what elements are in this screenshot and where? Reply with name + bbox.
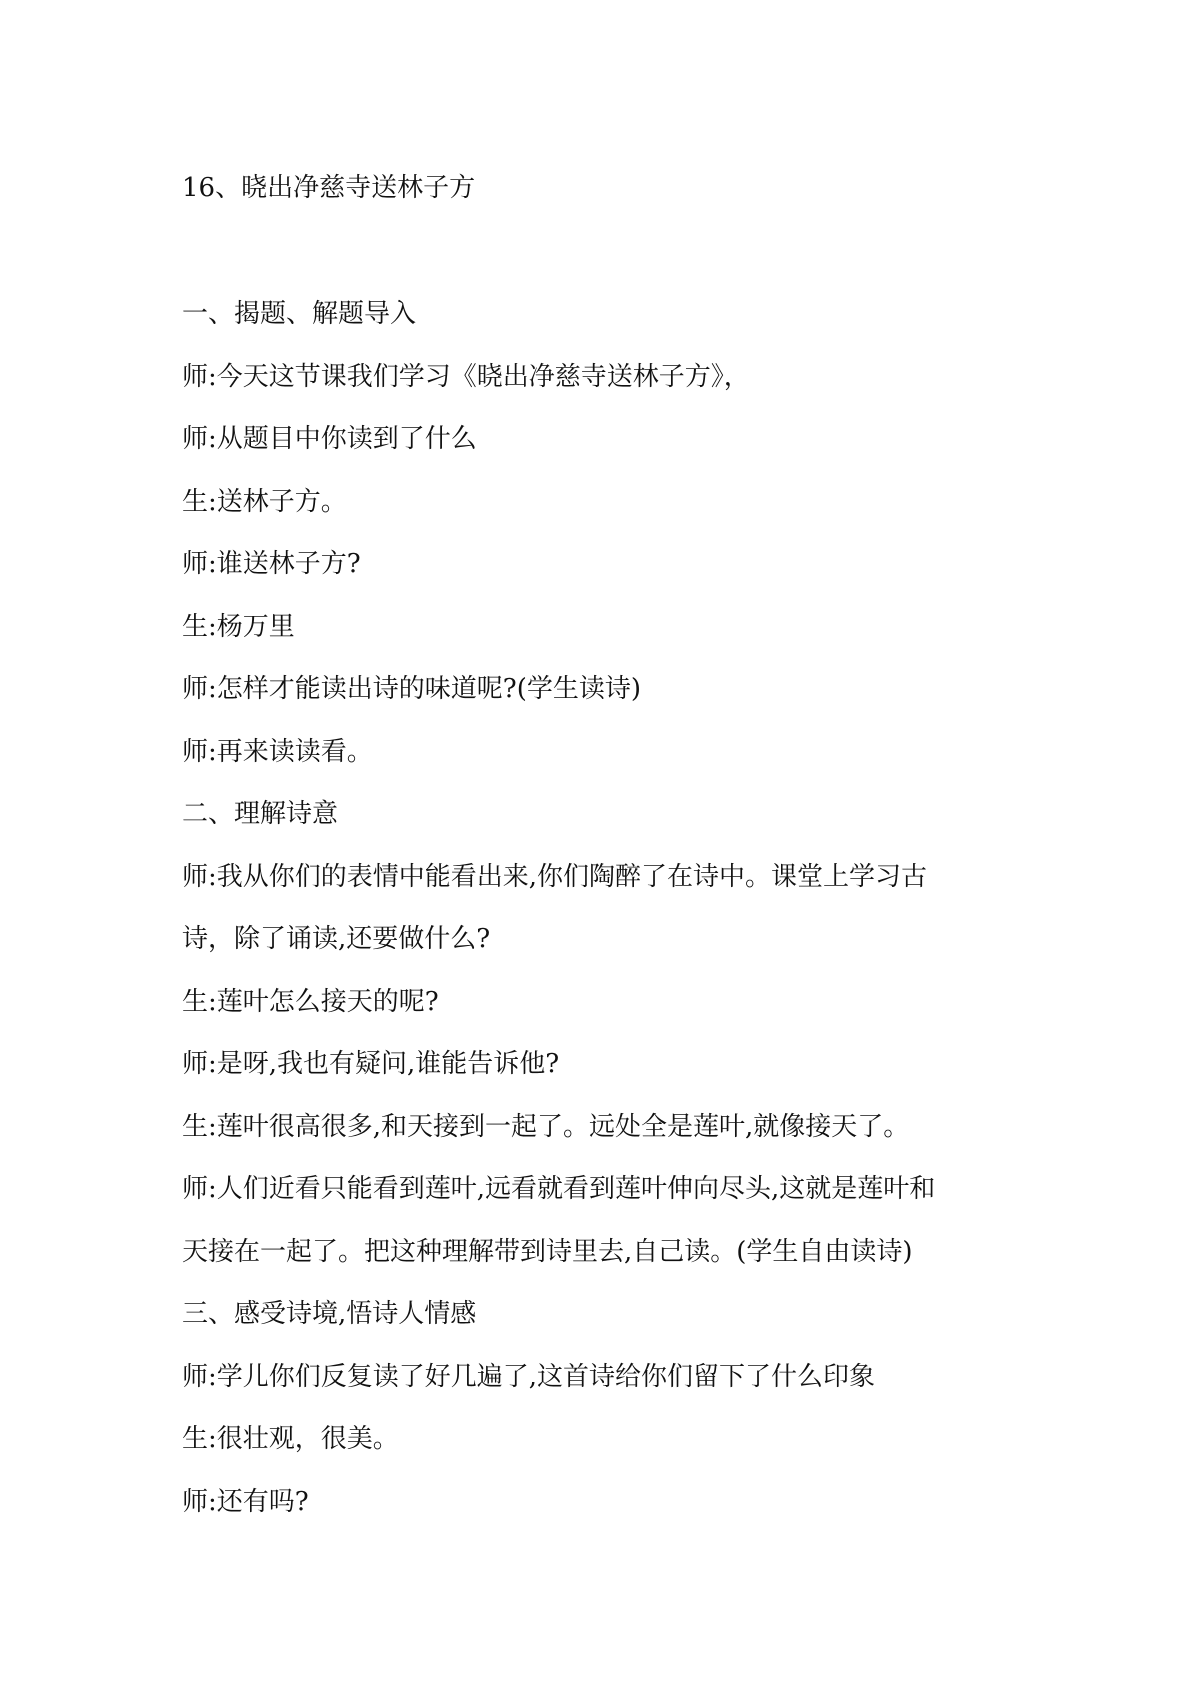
- text-line: 诗，除了诵读,还要做什么?: [182, 924, 491, 954]
- section-heading-1: 一、揭题、解题导入: [182, 299, 417, 329]
- text-line: 天接在一起了。把这种理解带到诗里去,自己读。(学生自由读诗): [182, 1236, 913, 1267]
- text-line: 生:很壮观，很美。: [182, 1424, 399, 1454]
- text-line: 师:今天这节课我们学习《晓出净慈寺送林子方》，: [182, 361, 750, 392]
- text-line: 师:人们近看只能看到莲叶,远看就看到莲叶伸向尽头,这就是莲叶和: [182, 1174, 936, 1204]
- section-heading-2: 二、理解诗意: [182, 799, 339, 829]
- text-line: 师:学儿你们反复读了好几遍了,这首诗给你们留下了什么印象: [182, 1361, 876, 1392]
- text-line: 生:莲叶很高很多,和天接到一起了。远处全是莲叶,就像接天了。: [182, 1111, 910, 1142]
- text-line: 师:还有吗?: [182, 1486, 309, 1517]
- text-line: 师:谁送林子方?: [182, 549, 361, 579]
- document-title: 16、晓出净慈寺送林子方: [182, 173, 476, 203]
- text-line: 师:再来读读看。: [182, 736, 373, 767]
- document-body: [182, 294, 1042, 1544]
- section-heading-3: 三、感受诗境,悟诗人情感: [182, 1299, 477, 1329]
- text-line: 生:杨万里: [182, 611, 295, 642]
- text-line: 师:从题目中你读到了什么: [182, 424, 477, 454]
- text-line: 师:怎样才能读出诗的味道呢?(学生读诗): [182, 674, 641, 704]
- text-line: 师:是呀,我也有疑问,谁能告诉他?: [182, 1049, 560, 1079]
- text-line: 生:送林子方。: [182, 486, 347, 517]
- text-line: 师:我从你们的表情中能看出来,你们陶醉了在诗中。课堂上学习古: [182, 861, 928, 892]
- text-line: 生:莲叶怎么接天的呢?: [182, 986, 439, 1017]
